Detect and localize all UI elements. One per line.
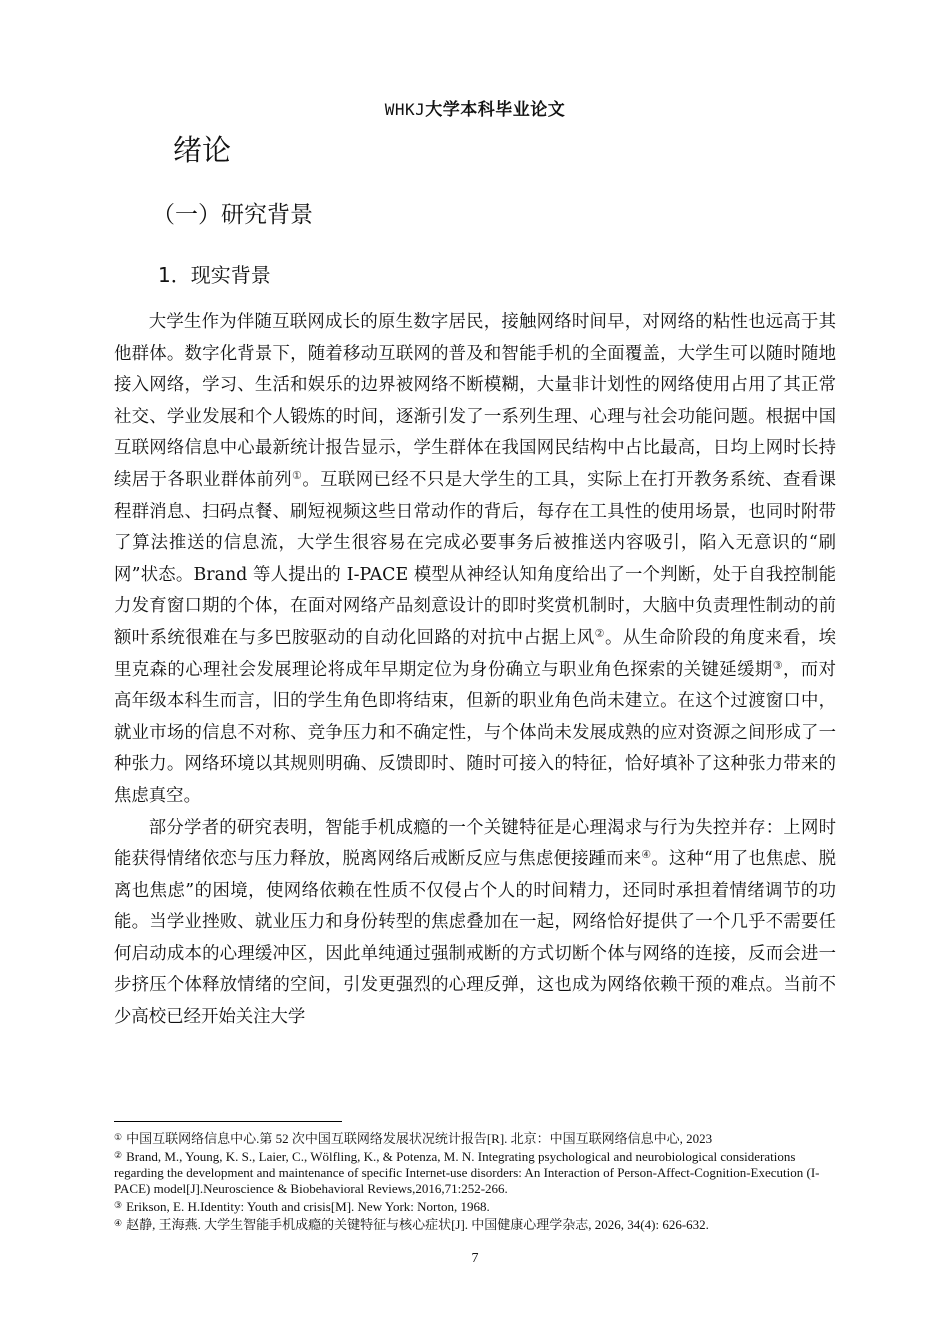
footnote-mark: ① xyxy=(114,1132,123,1142)
footnote-text: Brand, M., Young, K. S., Laier, C., Wölfling, K., & Potenza, M. N. Integrating psychological and neurobiological considerations regarding the development and maintenance of specific Internet-use disorders: An Interaction of Person-Affect-Cognition-Execution (I-PACE) model[J].Neuroscience & Biobehavioral Reviews,2016,71:252-266. xyxy=(114,1149,820,1196)
footnote-1 xyxy=(114,1129,838,1147)
section-title: （一）研究背景 xyxy=(152,202,313,228)
paragraph-1 xyxy=(114,307,836,813)
footnote-mark: ④ xyxy=(114,1218,123,1228)
subsection-title: 1．现实背景 xyxy=(158,263,271,287)
footnote-3 xyxy=(114,1197,838,1215)
page-number: 7 xyxy=(471,1251,479,1266)
footnote-text: Erikson, E. H.Identity: Youth and crisis[M]. New York: Norton, 1968. xyxy=(126,1199,490,1214)
paragraph-2-segment-1: 部分学者的研究表明，智能手机成瘾的一个关键特征是心理渴求与行为失控并存：上网时能获得情绪依恋与压力释放，脱离网络后戒断反应与焦虑便接踵而来 xyxy=(114,817,836,870)
footnote-separator xyxy=(114,1121,342,1122)
paragraph-2-segment-2: 。这种“用了也焦虑、脱离也焦虑”的困境，使网络依赖在性质不仅侵占个人的时间精力，还同时承担着情绪调节的功能。当学业挫败、就业压力和身份转型的焦虑叠加在一起，网络恰好提供了一个几乎不需要任何启动成本的心理缓冲区，因此单纯通过强制戒断的方式切断个体与网络的连接，反而会进一步挤压个体释放情绪的空间，引发更强烈的心理反弹，这也成为网络依赖干预的难点。当前不少高校已经开始关注大学 xyxy=(114,849,836,1028)
header-school-code: WHKJ xyxy=(384,100,426,119)
paragraph-1-segment-3: 。从生命阶段的角度来看，埃里克森的心理社会发展理论将成年早期定位为身份确立与职业角色探索的关键延缓期 xyxy=(114,627,836,680)
footnotes xyxy=(114,1129,838,1233)
paragraph-1-segment-2: 。互联网已经不只是大学生的工具，实际上在打开教务系统、查看课程群消息、扫码点餐、刷短视频这些日常动作的背后，每存在工具性的使用场景，也同时附带了算法推送的信息流，大学生很容易在完成必要事务后被推送内容吸引，陷入无意识的“刷网”状态。Brand 等人提出的 I-PACE 模型从神经认知角度给出了一个判断，处于自我控制能力发育窗口期的个体，在面对网络产品刻意设计的即时奖赏机制时，大脑中负责理性制动的前额叶系统很难在与多巴胺驱动的自动化回路的对抗中占据上风 xyxy=(114,469,836,648)
body-text xyxy=(114,307,836,1034)
paragraph-2 xyxy=(114,813,836,1034)
paragraph-1-segment-4: ，而对高年级本科生而言，旧的学生角色即将结束，但新的职业角色尚未建立。在这个过渡窗口中，就业市场的信息不对称、竞争压力和不确定性，与个体尚未发展成熟的应对资源之间形成了一种张力。网络环境以其规则明确、反馈即时、随时可接入的特征，恰好填补了这种张力带来的焦虑真空。 xyxy=(114,659,836,806)
paragraph-1-segment-1: 大学生作为伴随互联网成长的原生数字居民，接触网络时间早，对网络的粘性也远高于其他群体。数字化背景下，随着移动互联网的普及和智能手机的全面覆盖，大学生可以随时随地接入网络，学习、生活和娱乐的边界被网络不断模糊，大量非计划性的网络使用占用了其正常社交、学业发展和个人锻炼的时间，逐渐引发了一系列生理、心理与社会功能问题。根据中国互联网络信息中心最新统计报告显示，学生群体在我国网民结构中占比最高，日均上网时长持续居于各职业群体前列 xyxy=(114,312,836,490)
footnote-mark: ② xyxy=(114,1150,123,1160)
chapter-title: 绪论 xyxy=(173,133,232,167)
header-thesis-label: 大学本科毕业论文 xyxy=(425,100,566,120)
footnote-ref-2[interactable]: ② xyxy=(594,626,605,640)
footnote-text: 中国互联网络信息中心.第 52 次中国互联网络发展状况统计报告[R]. 北京：中国互联网络信息中心, 2023 xyxy=(126,1131,713,1146)
footnote-2 xyxy=(114,1147,838,1197)
footnote-text: 赵静, 王海燕. 大学生智能手机成瘾的关键特征与核心症状[J]. 中国健康心理学杂志, 2026, 34(4): 626-632. xyxy=(126,1217,709,1232)
footnote-4 xyxy=(114,1215,838,1233)
footnote-mark: ③ xyxy=(114,1200,123,1210)
footnote-ref-3[interactable]: ③ xyxy=(772,658,783,672)
footnote-ref-1[interactable]: ① xyxy=(292,468,303,482)
running-header xyxy=(0,95,950,120)
footnote-ref-4[interactable]: ④ xyxy=(641,848,652,862)
